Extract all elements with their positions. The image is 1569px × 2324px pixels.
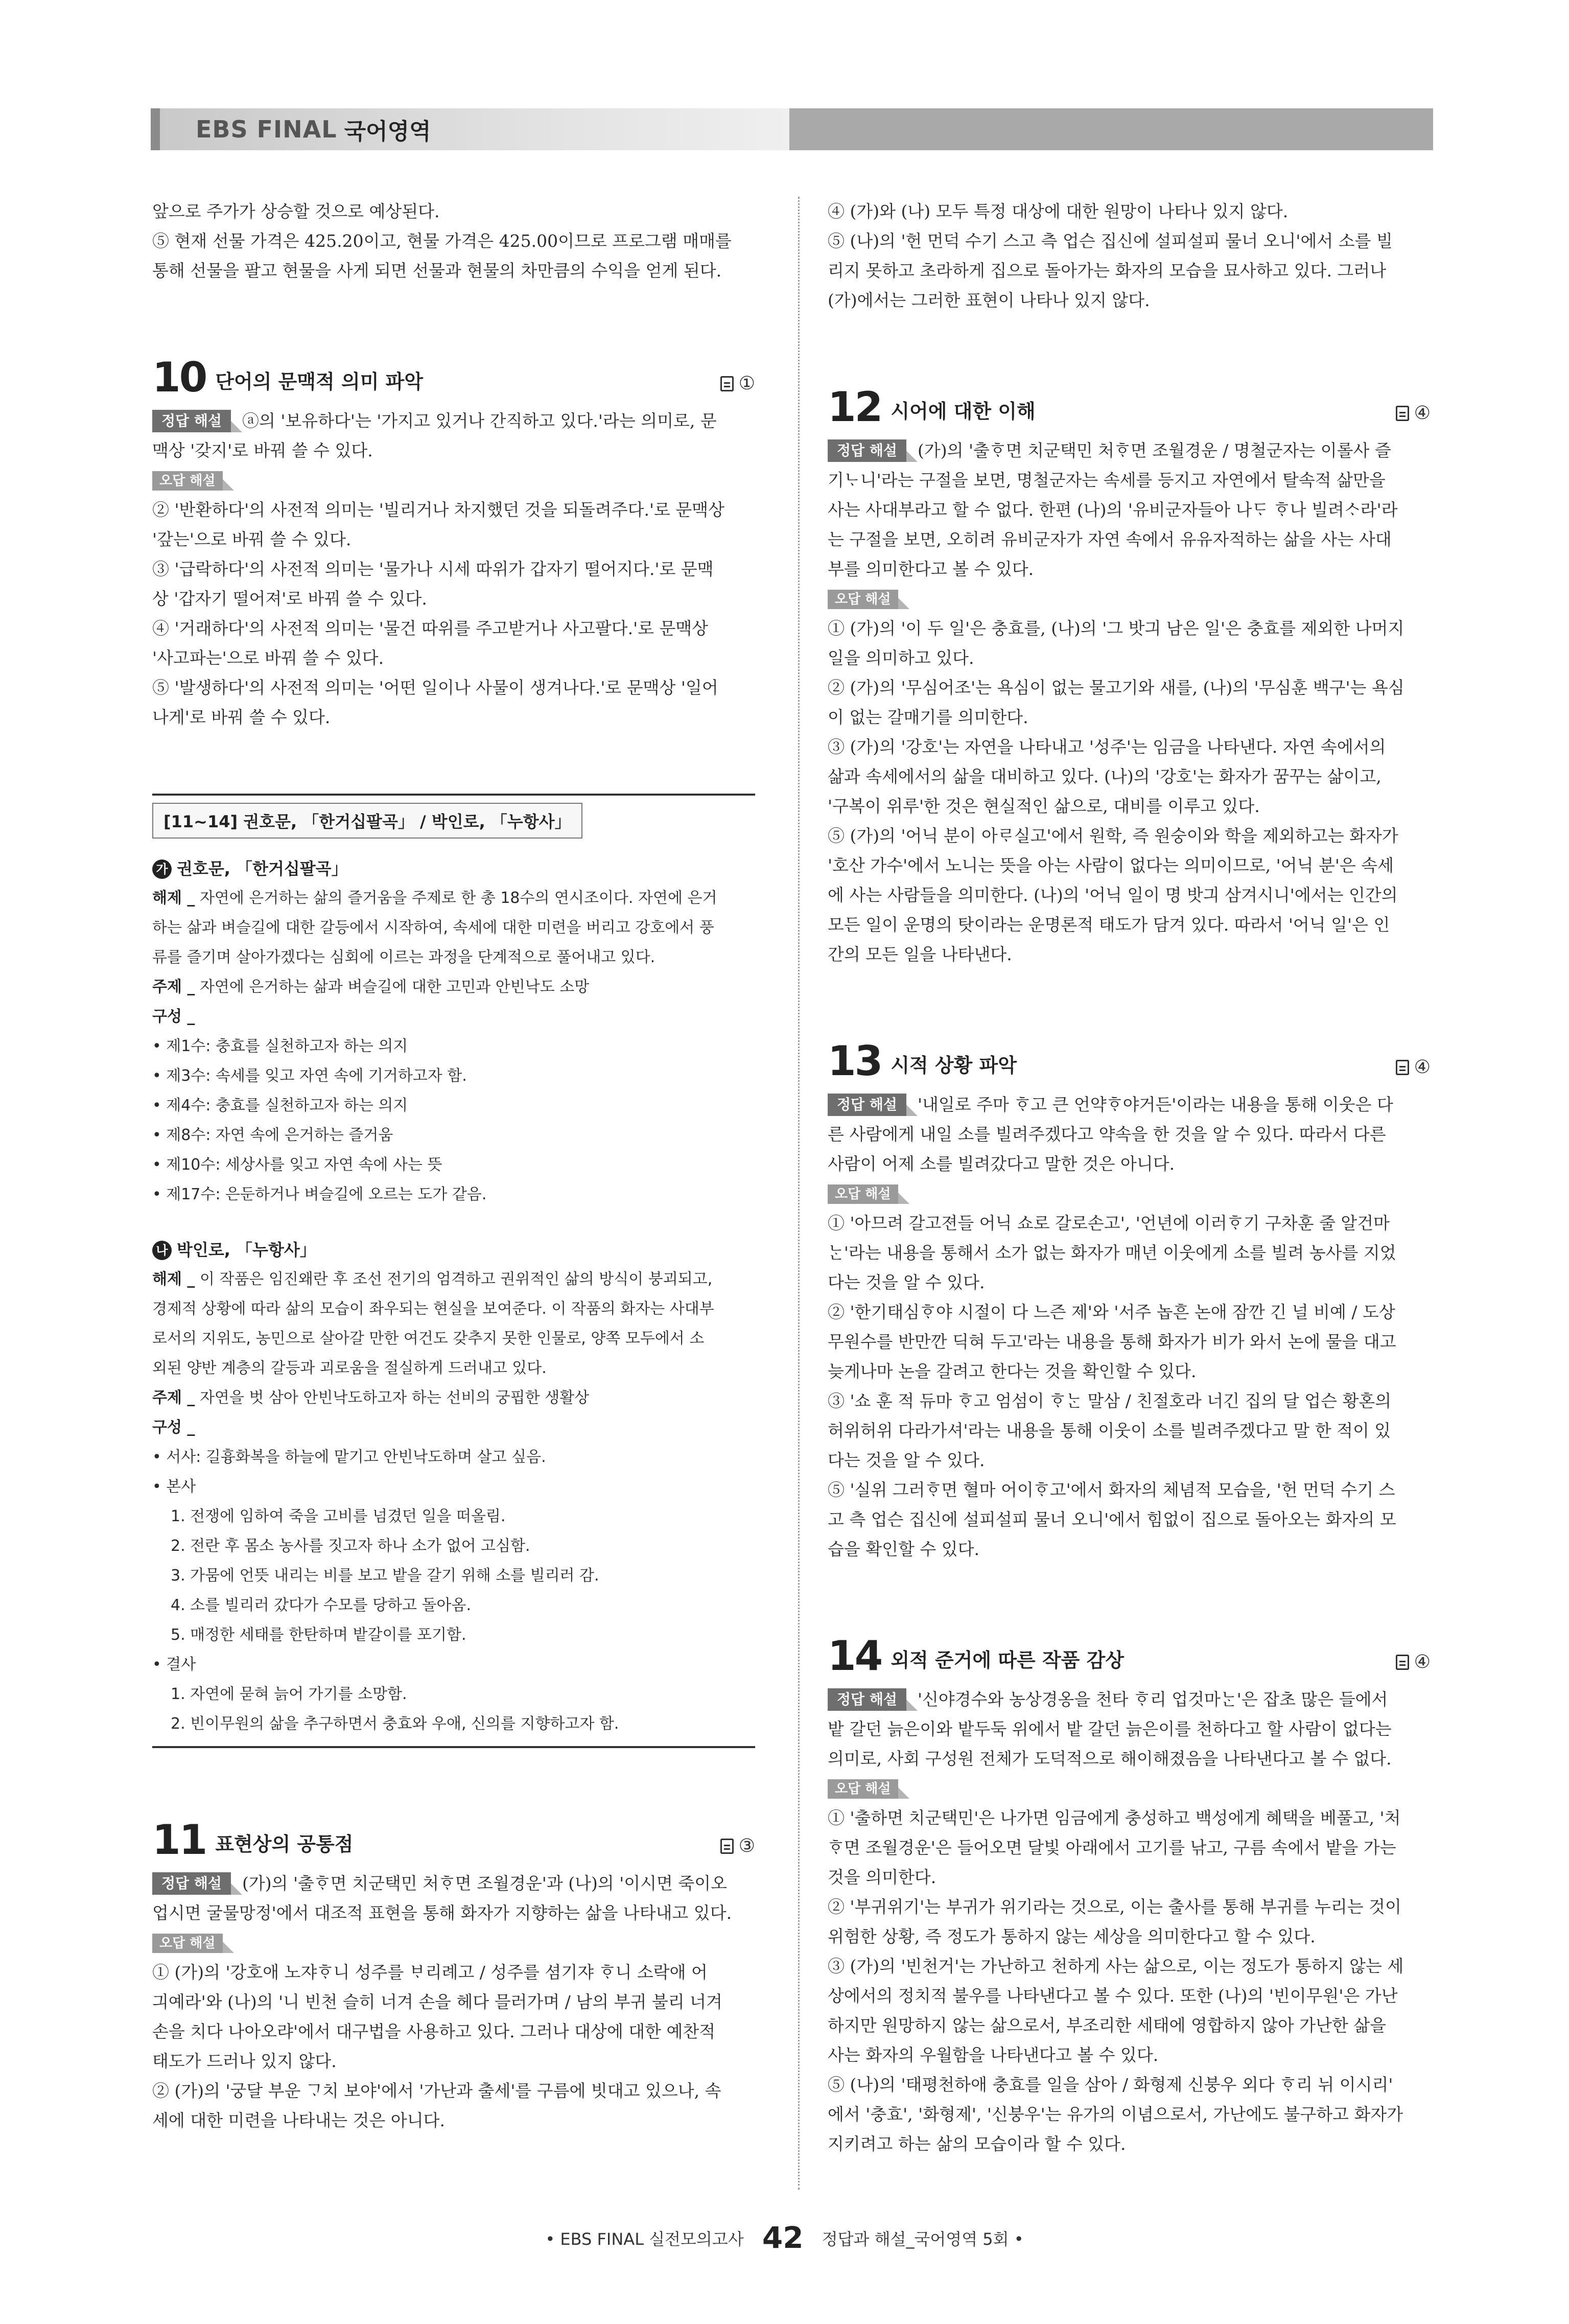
text-line: 다는 것을 알 수 있다. (828, 1272, 985, 1292)
answer-icon (1396, 1060, 1409, 1075)
answer-value: ④ (1414, 1652, 1431, 1672)
header-subject: 국어영역 (344, 119, 431, 145)
list-item: • 결사 (152, 1656, 196, 1674)
text-line: 로서의 지위도, 농민으로 살아갈 만한 여건도 갖추지 못한 인물로, 양쪽 모두에서 소 (152, 1330, 705, 1347)
text-line: 앞으로 주가가 상승할 것으로 예상된다. (152, 201, 440, 221)
correct-explanation-tag: 정답 해설 (828, 439, 906, 462)
question-number: 14 (828, 1632, 882, 1680)
text-line: 세에 대한 미련을 나타내는 것은 아니다. (152, 2110, 445, 2130)
box-title: [11~14] 권호문, 「한거십팔곡」 / 박인로, 「누항사」 (152, 803, 582, 839)
text-line: 다는 것을 알 수 있다. (828, 1450, 985, 1470)
question-number: 13 (828, 1037, 882, 1085)
text-line: 사람이 어제 소를 빌려갔다고 말한 것은 아니다. (828, 1154, 1175, 1174)
text-line: ④ '거래하다'의 사전적 의미는 '물건 따위를 주고받거나 사고팔다.'로 문맥상 (152, 618, 709, 638)
text-line: 외된 양반 계층의 갈등과 괴로움을 절실하게 드러내고 있다. (152, 1359, 547, 1377)
list-item: 1. 전쟁에 임하여 죽을 고비를 넘겼던 일을 떠올림. (171, 1507, 506, 1525)
question-10 (152, 354, 755, 732)
text-line: 정답 해설 (가)의 '출ᄒᆞ면 치군택민 처ᄒᆞ면 조월경운 / 명철군자는 이롤사 즐 (828, 436, 1431, 466)
text-line: 하는 삶과 벼슬길에 대한 갈등에서 시작하여, 속세에 대한 미련을 버리고 강호에서 풍 (152, 919, 714, 937)
text-line: 는 구절을 보면, 오히려 유비군자가 자연 속에서 유유자적하는 삶을 사는 사대 (828, 529, 1392, 549)
text-line: 정답 해설 '신야경수와 농상경옹을 천타 ᄒᆞ리 업것마ᄂᆞᆫ'은 잡초 많은 들에서 (828, 1685, 1431, 1714)
text-line: 간의 모든 일을 나타낸다. (828, 944, 1012, 964)
text-line: ② '부귀위기'는 부귀가 위기라는 것으로, 이는 출사를 통해 부귀를 누리는 것이 (828, 1897, 1401, 1917)
wrong-tag-line (828, 1179, 1431, 1209)
text-line: 것을 의미한다. (828, 1867, 936, 1887)
text-line: 사는 화자의 우월함을 나타낸다고 볼 수 있다. (828, 2045, 1159, 2065)
text-line: 른 사람에게 내일 소를 빌려주겠다고 약속을 한 것을 알 수 있다. 따라서 다른 (828, 1124, 1386, 1144)
text-line: ② '한기태심ᄒᆞ야 시절이 다 느즌 제'와 '서주 놉흔 논애 잠깐 긴 널 비예 / 도상 (828, 1302, 1395, 1322)
question-13 (828, 1037, 1431, 1564)
text-line: 상에서의 정치적 불우를 나타낸다고 볼 수 있다. 또한 (나)의 '빈이무원'은 가난 (828, 1986, 1398, 2006)
text-line: 류를 즐기며 살아가겠다는 심회에 이르는 과정을 단계적으로 풀어내고 있다. (152, 948, 655, 966)
answer-icon (1396, 406, 1409, 421)
work-info-box (152, 794, 755, 1748)
text-line: 맥상 '갖지'로 바꿔 쓸 수 있다. (152, 440, 373, 460)
list-item: • 제4수: 충효를 실천하고자 하는 의지 (152, 1097, 408, 1114)
wrong-explanation-tag: 오답 해설 (152, 1934, 223, 1953)
question-14 (828, 1632, 1431, 2159)
text-line: 정답 해설 (가)의 '출ᄒᆞ면 치군택민 처ᄒᆞ면 조월경운'과 (나)의 '이시면 죽이오 (152, 1869, 755, 1898)
work-ga-heading: 가 권호문, 「한거십팔곡」 (152, 854, 755, 884)
question-heading (828, 1037, 1431, 1085)
text-line: 손을 치다 나아오랴'에서 대구법을 사용하고 있다. 그러나 대상에 대한 예찬적 (152, 2021, 716, 2041)
text-line: 고 측 업슨 집신에 설피설피 물너 오니'에서 힘없이 집으로 돌아오는 화자의 모 (828, 1509, 1396, 1529)
text-line: 경제적 상황에 따라 삶의 모습이 좌우되는 현실을 보여준다. 이 작품의 화자는 사대부 (152, 1300, 714, 1318)
answer-value: ④ (1414, 1057, 1431, 1078)
text-line: 주제 _ 자연에 은거하는 삶과 벼슬길에 대한 고민과 안빈낙도 소망 (152, 978, 590, 996)
text-line: ⑤ (나)의 '태평천하애 충효를 일을 삼아 / 화형제 신붕우 외다 ᄒᆞ리 뉘 이시리' (828, 2075, 1393, 2095)
header-title-block (151, 108, 789, 150)
text-line: ② (가)의 '무심어조'는 욕심이 없는 물고기와 새를, (나)의 '무심훈 백구'는 욕심 (828, 678, 1404, 698)
footer-left-text: • EBS FINAL 실전모의고사 (545, 2229, 744, 2249)
question-number: 11 (152, 1816, 206, 1864)
question-title: 시적 상황 파악 (891, 1054, 1017, 1077)
page-footer (0, 2220, 1569, 2255)
left-column (152, 197, 755, 2135)
list-item: • 제1수: 충효를 실천하고자 하는 의지 (152, 1037, 408, 1055)
correct-explanation-tag: 정답 해설 (828, 1094, 906, 1116)
list-item: • 본사 (152, 1478, 196, 1496)
answer-icon (1396, 1655, 1409, 1670)
text-line: 주제 _ 자연을 벗 삼아 안빈낙도하고자 하는 선비의 궁핍한 생활상 (152, 1389, 590, 1407)
text-line: ᄒᆞ면 조월경운'은 들어오면 달빛 아래에서 고기를 낚고, 구름 속에서 밭을 가는 (828, 1838, 1396, 1857)
text-line: ⑤ (나)의 '헌 먼덕 수기 스고 측 업슨 집신에 설피설피 물너 오니'에서 소를 빌 (828, 231, 1393, 251)
text-line: 나게'로 바꿔 쓸 수 있다. (152, 707, 331, 727)
text-line: 무원수를 반만깐 딕혀 두고'라는 내용을 통해 화자가 비가 와서 논에 물을 대고 (828, 1332, 1396, 1352)
text-line: 태도가 드러나 있지 않다. (152, 2051, 337, 2071)
text-line: ④ (가)와 (나) 모두 특정 대상에 대한 원망이 나타나 있지 않다. (828, 201, 1289, 221)
text-line: 상 '갑자기 떨어져'로 바꿔 쓸 수 있다. (152, 589, 427, 609)
question-title: 단어의 문맥적 의미 파악 (215, 370, 424, 393)
wrong-tag-line (152, 466, 755, 495)
question-number: 10 (152, 354, 206, 401)
text-line: ③ (가)의 '빈천거'는 가난하고 천하게 사는 삶으로, 이는 정도가 통하지 않는 세 (828, 1956, 1404, 1976)
text-line: 모든 일이 운명의 탓이라는 운명론적 태도가 담겨 있다. 따라서 '어닉 일'은 인 (828, 915, 1390, 935)
text-line: 부를 의미한다고 볼 수 있다. (828, 559, 1034, 579)
header-brand: EBS FINAL (196, 115, 337, 143)
right-column (828, 197, 1431, 2159)
question-number: 12 (828, 383, 882, 431)
list-item: • 서사: 길흉화복을 하늘에 맡기고 안빈낙도하며 살고 싶음. (152, 1448, 546, 1466)
question-title: 외적 준거에 따른 작품 감상 (891, 1649, 1125, 1671)
wrong-tag-line (152, 1928, 755, 1958)
work-na-heading: 나 박인로, 「누항사」 (152, 1235, 755, 1265)
text-line: 밭 갈던 늙은이와 밭두둑 위에서 밭 갈던 늙은이를 천하다고 할 사람이 없다는 (828, 1719, 1392, 1739)
structure-label: 구성 _ (152, 1008, 195, 1026)
answer-icon (720, 376, 734, 391)
text-line: 사는 사대부라고 할 수 없다. 한편 (나)의 '유비군자들아 나ᄃᆞ ᄒᆞ나 빌려ᄉᆞ라'라 (828, 500, 1398, 520)
text-line: 허위허위 다라가셔'라는 내용을 통해 이웃이 소를 빌려주겠다고 말 한 적이 있 (828, 1421, 1391, 1440)
badge-na: 나 (152, 1241, 172, 1260)
list-item: • 제3수: 속세를 잊고 자연 속에 기거하고자 함. (152, 1067, 467, 1085)
wrong-explanation-tag: 오답 해설 (828, 1779, 898, 1799)
question-heading (828, 383, 1431, 431)
text-line: 습을 확인할 수 있다. (828, 1539, 979, 1559)
question-12 (828, 383, 1431, 969)
question-title: 시어에 대한 이해 (891, 400, 1036, 423)
text-line: ③ '쇼 훈 적 듀마 ᄒᆞ고 엄섬이 ᄒᆞᄂᆞᆫ 말삼 / 친절호라 너긴 집의 달 업슨 황혼의 (828, 1391, 1392, 1411)
text-line: ③ '급락하다'의 사전적 의미는 '물가나 시세 따위가 갑자기 떨어지다.'로 문맥 (152, 559, 714, 579)
list-item: 4. 소를 빌리러 갔다가 수모를 당하고 돌아옴. (171, 1596, 472, 1614)
question-11 (152, 1816, 755, 2135)
correct-explanation-tag: 정답 해설 (152, 1872, 231, 1895)
text-line: '갚는'으로 바꿔 쓸 수 있다. (152, 529, 352, 549)
text-line: (가)에서는 그러한 표현이 나타나 있지 않다. (828, 290, 1150, 310)
text-line: '사고파는'으로 바꿔 쓸 수 있다. (152, 648, 384, 668)
text-line: '구복이 위루'한 것은 현실적인 삶으로, 대비를 이루고 있다. (828, 796, 1260, 816)
text-line: 해제 _ 이 작품은 임진왜란 후 조선 전기의 엄격하고 권위적인 삶의 방식이 붕괴되고, (152, 1270, 713, 1288)
answer-marker (720, 1835, 755, 1856)
text-line: 위험한 상황, 즉 정도가 통하지 않는 세상을 의미한다고 할 수 있다. (828, 1926, 1316, 1946)
wrong-explanation-tag: 오답 해설 (828, 590, 898, 609)
text-line: 정답 해설 ⓐ의 '보유하다'는 '가지고 있거나 간직하고 있다.'라는 의미로, 문 (152, 406, 755, 436)
wrong-explanation-tag: 오답 해설 (152, 471, 223, 491)
footer-right-text: 정답과 해설_국어영역 5회 • (822, 2229, 1024, 2249)
text-line: 통해 선물을 팔고 현물을 사게 되면 선물과 현물의 차만큼의 수익을 얻게 된다. (152, 261, 722, 281)
text-line: 의미로, 사회 구성원 전체가 도덕적으로 해이해졌음을 나타낸다고 볼 수 없다. (828, 1749, 1392, 1769)
answer-marker (1396, 1652, 1431, 1672)
text-line: 이 없는 갈매기를 의미한다. (828, 707, 1028, 727)
answer-marker (1396, 1057, 1431, 1078)
text-line: 에서 '충효', '화형제', '신붕우'는 유가의 이념으로서, 가난에도 불구하고 화자가 (828, 2104, 1403, 2124)
list-item: 5. 매정한 세태를 한탄하며 밭갈이를 포기함. (171, 1626, 466, 1644)
text-line: ① '아므려 갈고젼들 어닉 쇼로 갈로손고', '언년에 이러ᄒᆞ기 구차훈 줄 알건마 (828, 1213, 1390, 1233)
list-item: 2. 빈이무원의 삶을 추구하면서 충효와 우애, 신의를 지향하고자 함. (171, 1715, 619, 1733)
text-line: 업시면 굴물망정'에서 대조적 표현을 통해 화자가 지향하는 삶을 나타내고 있다. (152, 1903, 732, 1923)
text-line: 정답 해설 '내일로 주마 ᄒᆞ고 큰 언약ᄒᆞ야거든'이라는 내용을 통해 이웃은 다 (828, 1090, 1431, 1120)
answer-value: ③ (738, 1835, 755, 1856)
text-line: ⑤ '발생하다'의 사전적 의미는 '어떤 일이나 사물이 생겨나다.'로 문맥상 '일어 (152, 678, 718, 698)
text-line: 긔예라'와 (나)의 '니 빈천 슬히 너겨 손을 헤다 믈러가며 / 남의 부귀 불리 너겨 (152, 1992, 722, 2012)
text-line: ② '반환하다'의 사전적 의미는 '빌리거나 차지했던 것을 되돌려주다.'로 문맥상 (152, 500, 725, 520)
right-intro (828, 197, 1431, 315)
text-line: 해제 _ 자연에 은거하는 삶의 즐거움을 주제로 한 총 18수의 연시조이다. 자연에 은거 (152, 889, 717, 907)
text-line: ᄂᆞᆫ'라는 내용을 통해서 소가 없는 화자가 매년 이웃에게 소를 빌려 농사를 지었 (828, 1243, 1396, 1263)
list-item: • 제17수: 은둔하거나 벼슬길에 오르는 도가 같음. (152, 1186, 487, 1203)
wrong-explanation-tag: 오답 해설 (828, 1184, 898, 1204)
text-line: ⑤ 현재 선물 가격은 425.20이고, 현물 가격은 425.00이므로 프로그램 매매를 (152, 231, 732, 251)
answer-value: ④ (1414, 403, 1431, 424)
list-item: 2. 전란 후 몸소 농사를 짓고자 하나 소가 없어 고심함. (171, 1537, 530, 1555)
page-header (151, 108, 1433, 150)
text-line: '호산 가수'에서 노니는 뜻을 아는 사람이 없다는 의미이므로, '어닉 분'은 속세 (828, 855, 1394, 875)
text-line: ① (가)의 '강호애 노쟈ᄒᆞ니 성주를 ᄇᆞ리례고 / 성주를 셤기쟈 ᄒᆞ니 소락애 어 (152, 1962, 708, 1982)
wrong-tag-line (828, 584, 1431, 614)
page-number: 42 (762, 2220, 804, 2255)
answer-marker (720, 373, 755, 394)
question-title: 표현상의 공통점 (215, 1833, 354, 1855)
wrong-tag-line (828, 1774, 1431, 1803)
correct-explanation-tag: 정답 해설 (828, 1688, 906, 1711)
answer-marker (1396, 403, 1431, 424)
question-heading (152, 354, 755, 401)
text-line: 늦게나마 논을 갈려고 한다는 것을 확인할 수 있다. (828, 1361, 1197, 1381)
left-intro (152, 197, 755, 286)
text-line: ② (가)의 '궁달 부운 ᄀᆞ치 보야'에서 '가난과 출세'를 구름에 빗대고 있으나, 속 (152, 2081, 721, 2101)
text-line: 지키려고 하는 삶의 모습이라 할 수 있다. (828, 2134, 1126, 2154)
correct-explanation-tag: 정답 해설 (152, 410, 231, 432)
answer-icon (720, 1839, 734, 1854)
structure-label: 구성 _ (152, 1419, 195, 1436)
text-line: ⑤ (가)의 '어닉 분이 아ᄅᆞ실고'에서 원학, 즉 원숭이와 학을 제외하고는 화자가 (828, 826, 1398, 846)
badge-ga: 가 (152, 859, 172, 879)
text-line: 하지만 원망하지 않는 삶으로서, 부조리한 세태에 영합하지 않아 가난한 삶을 (828, 2015, 1387, 2035)
text-line: 일을 의미하고 있다. (828, 648, 974, 668)
text-line: 삶과 속세에서의 삶을 대비하고 있다. (나)의 '강호'는 화자가 꿈꾸는 삶이고, (828, 766, 1381, 786)
text-line: ③ (가)의 '강호'는 자연을 나타내고 '성주'는 임금을 나타낸다. 자연 속에서의 (828, 737, 1386, 757)
list-item: • 제10수: 세상사를 잊고 자연 속에 사는 뜻 (152, 1156, 442, 1174)
text-line: 기ᄂᆞ니'라는 구절을 보면, 명철군자는 속세를 등지고 자연에서 탈속적 삶만을 (828, 470, 1386, 490)
column-divider (798, 197, 800, 2190)
text-line: 리지 못하고 초라하게 집으로 돌아가는 화자의 모습을 묘사하고 있다. 그러나 (828, 261, 1387, 281)
question-heading (828, 1632, 1431, 1680)
list-item: 3. 가뭄에 언뜻 내리는 비를 보고 밭을 갈기 위해 소를 빌리러 감. (171, 1567, 599, 1585)
text-line: ① (가)의 '이 두 일'은 충효를, (나)의 '그 밧긔 남은 일'은 충효를 제외한 나머지 (828, 618, 1404, 638)
text-line: ⑤ '실위 그러ᄒᆞ면 혈마 어이ᄒᆞ고'에서 화자의 체념적 모습을, '헌 먼덕 수기 스 (828, 1480, 1395, 1500)
list-item: • 제8수: 자연 속에 은거하는 즐거움 (152, 1126, 393, 1144)
question-heading (152, 1816, 755, 1864)
list-item: 1. 자연에 묻혀 늙어 가기를 소망함. (171, 1685, 407, 1703)
answer-value: ① (738, 373, 755, 394)
header-bar-fill (789, 108, 1433, 150)
text-line: 에 사는 사람들을 의미한다. (나)의 '어닉 일이 명 밧긔 삼겨시니'에서는 인간의 (828, 885, 1398, 905)
text-line: ① '출하면 치군택민'은 나가면 임금에게 충성하고 백성에게 혜택을 베풀고, '처 (828, 1808, 1401, 1828)
